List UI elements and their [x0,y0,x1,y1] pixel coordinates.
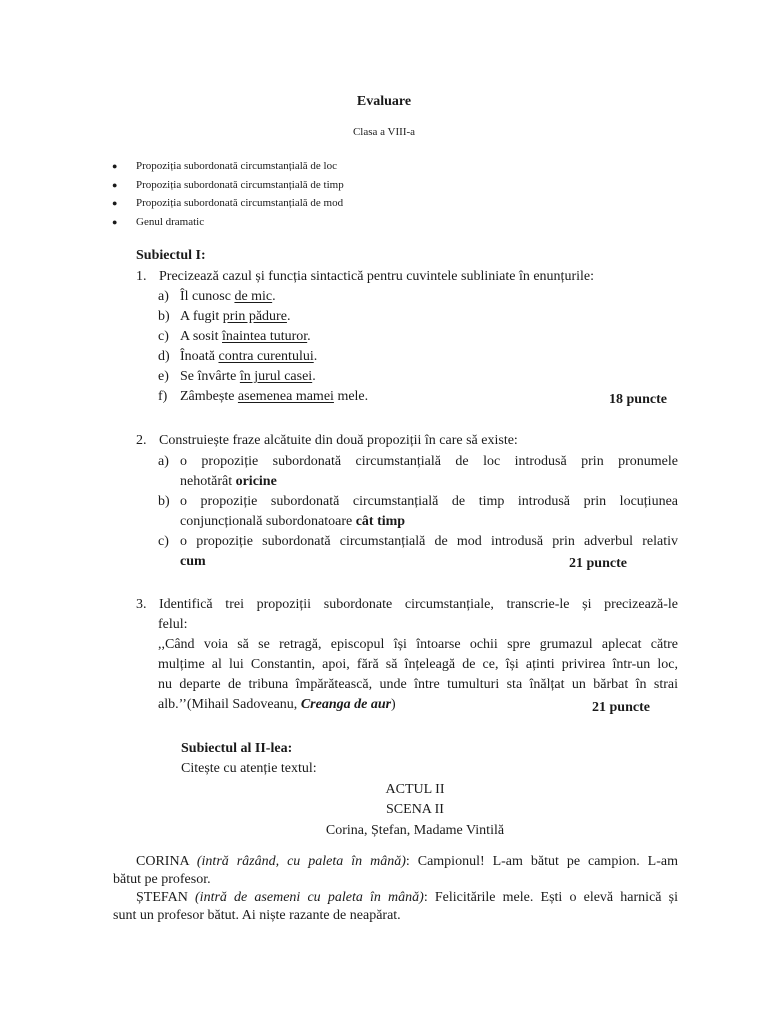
list-item: a) o propoziție subordonată circumstanțială de loc introdusă prin pronumele nehotărât oricine [158,454,678,489]
list-item: f) Zâmbește asemenea mamei mele. [158,389,369,404]
quote-line: ,,Când voia să se retragă, episcopul își întoarse ochii spre grumazul aplecat către [158,637,678,652]
underlined-word: înaintea tuturor [222,329,308,344]
class-subtitle: Clasa a VIII-a [352,126,416,138]
list-item: b) o propoziție subordonată circumstanțială de timp introdusă prin locuțiunea conjuncțională subordonatoare cât timp [158,494,678,529]
reading-instruction: Citește cu atenție textul: [181,761,317,776]
quote-line: nu departe de tribuna împărătească, unde între tumulturi sta înălțat un bărbat în strai [158,677,678,692]
list-item: ● Propoziția subordonată circumstanțială de loc [112,157,344,176]
question-number: 1. [136,269,147,284]
bullet-icon: ● [112,198,118,208]
topic-list [112,157,344,231]
quote-line: mulțime al lui Constantin, apoi, fără să înțeleagă de ce, își aținti privirea într-un loc, [158,657,678,672]
list-item: ● Genul dramatic [112,213,344,232]
list-item: ● Propoziția subordonată circumstanțială de timp [112,176,344,195]
question-1-items [158,287,368,407]
speaker-name: ȘTEFAN [136,890,188,905]
stage-direction: (intră de asemeni cu paleta în mână) [195,890,424,905]
question-3 [136,595,678,615]
question-text: Construiește fraze alcătuite din două propoziții în care să existe: [159,433,518,448]
question-text: Precizează cazul și funcția sintactică pentru cuvintele subliniate în enunțurile: [159,269,594,284]
act-title: ACTUL II [385,782,445,797]
underlined-word: contra curentului [218,349,314,364]
question-number: 3. [136,597,147,612]
underlined-word: asemenea mamei [237,389,334,404]
list-item: a) Îl cunosc de mic. [158,289,276,304]
list-item: c) A sosit înaintea tuturor. [158,329,311,344]
question-2 [136,431,518,451]
question-text: Identifică trei propoziții subordonate circumstanțiale, transcrie-le și precizează-le [159,597,678,612]
speaker-name: CORINA [136,854,189,869]
subject-1-heading: Subiectul I: [136,248,206,263]
question-1 [136,267,594,287]
underlined-word: de mic [234,289,273,304]
question-3-body: felul: ,,Când voia să se retragă, episcopul își întoarse ochii spre grumazul aplecat către mulțime al lui Constantin, apoi, fără să înțeleagă de ce, își aținti privirea într-un loc, nu departe de tribuna împărătească, unde între tumulturi sta înălțat un bărbat în strai alb.’’(Mihail Sadoveanu, Creanga de aur) [158,615,678,715]
characters-list: Corina, Ștefan, Madame Vintilă [325,823,505,838]
list-item: d) Înoată contra curentului. [158,349,318,364]
bullet-icon: ● [112,161,118,171]
underlined-word: prin pădure [222,309,287,324]
scene-title: SCENA II [386,802,444,817]
quote-line: alb.’’(Mihail Sadoveanu, Creanga de aur) [158,697,396,712]
underlined-word: în jurul casei [239,369,313,384]
book-title: Creanga de aur [300,697,392,712]
list-item: ● Propoziția subordonată circumstanțială de mod [112,194,344,213]
bullet-icon: ● [112,179,118,190]
points-q2: 21 puncte [569,556,627,571]
dialogue-line: ȘTEFAN (intră de asemeni cu paleta în mână): Felicitările mele. Ești o elevă harnică și sunt un profesor bătut. Ai niște razante de neapărat. [113,890,678,923]
list-item: b) A fugit prin pădure. [158,309,291,324]
list-item: c) o propoziție subordonată circumstanțială de mod introdusă prin adverbul relativ cum [158,534,678,569]
subject-2-heading: Subiectul al II-lea: [181,741,293,756]
points-q3: 21 puncte [592,700,650,715]
question-number: 2. [136,433,147,448]
list-item: e) Se învârte în jurul casei. [158,369,316,384]
document-title: Evaluare [356,94,412,109]
points-q1: 18 puncte [609,392,667,407]
bullet-icon: ● [112,216,118,227]
stage-direction: (intră râzând, cu paleta în mână) [196,854,406,869]
dialogue [113,853,678,925]
dialogue-line: CORINA (intră râzând, cu paleta în mână): Campionul! L-am bătut pe campion. L-am bătut pe profesor. [113,854,679,887]
